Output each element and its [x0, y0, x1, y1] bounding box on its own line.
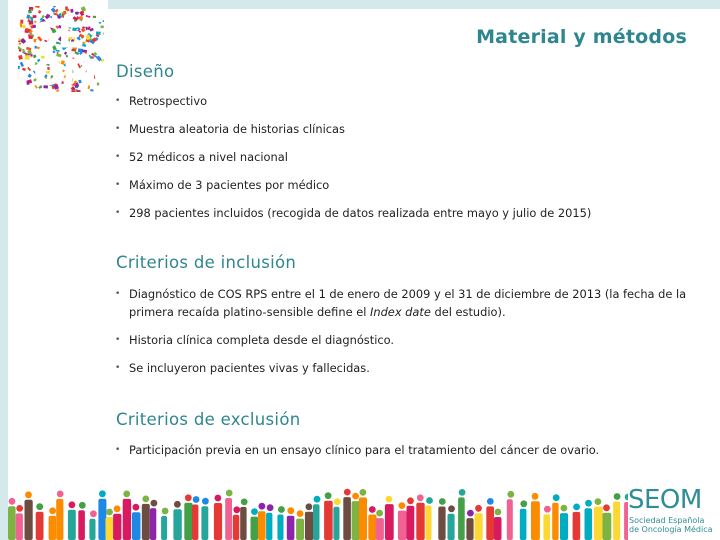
crowd-figure-head: [417, 494, 424, 501]
crowd-figure-body: [531, 501, 540, 540]
crowd-figure-head: [106, 509, 113, 516]
crowd-figure-body: [240, 507, 246, 540]
bullet-icon: •: [115, 445, 121, 455]
logo-letters-se: SE: [34, 16, 82, 56]
crowd-figure-head: [369, 506, 376, 513]
bullet-icon: •: [115, 208, 121, 218]
crowd-figure-body: [486, 506, 494, 540]
crowd-figure-head: [573, 504, 580, 511]
crowd-figure-head: [241, 499, 248, 506]
crowd-figure-body: [16, 513, 23, 540]
crowd-figure-body: [426, 506, 432, 540]
logo-confetti-piece: [103, 32, 104, 35]
crowd-figure-head: [9, 498, 16, 505]
crowd-figure-body: [150, 508, 156, 540]
bullet-text: Participación previa en un ensayo clínico para el tratamiento del cáncer de ovario.: [129, 443, 600, 457]
logo-confetti-piece: [18, 42, 21, 45]
logo-confetti-piece: [30, 54, 32, 57]
crowd-figure-head: [16, 505, 23, 512]
crowd-figure-head: [25, 491, 32, 498]
seom-logo-top: [18, 6, 104, 92]
bullet-text-italic: Index date: [370, 305, 431, 319]
crowd-figure-head: [376, 510, 383, 517]
crowd-figure-body: [573, 512, 581, 540]
crowd-figure-head: [553, 494, 560, 501]
crowd-figure-body: [201, 506, 208, 540]
crowd-figure-head: [507, 491, 514, 498]
crowd-figure-head: [36, 503, 43, 510]
bullet-icon: •: [115, 96, 121, 106]
crowd-figure-body: [333, 507, 339, 540]
crowd-figure-head: [614, 493, 621, 500]
bullet-text: 52 médicos a nivel nacional: [129, 150, 288, 164]
crowd-figure-body: [448, 514, 455, 540]
crowd-figure-body: [113, 514, 121, 540]
crowd-figure-head: [459, 489, 466, 496]
crowd-figure-body: [585, 508, 593, 540]
list-item: [115, 176, 705, 194]
crowd-figure-body: [98, 499, 106, 540]
crowd-figure-head: [585, 500, 592, 507]
crowd-figure-head: [386, 496, 393, 503]
crowd-figure-body: [552, 503, 558, 540]
crowd-figure-head: [495, 509, 502, 516]
crowd-figure-head: [439, 498, 446, 505]
crowd-figure-body: [251, 517, 259, 540]
crowd-figure-body: [376, 518, 384, 540]
list-item: [115, 92, 705, 110]
logo-confetti-piece: [19, 49, 22, 51]
crowd-figure-head: [467, 510, 474, 517]
bullet-icon: •: [115, 335, 121, 345]
crowd-figure-body: [466, 518, 473, 540]
crowd-figure-head: [278, 506, 285, 513]
list-item: [115, 359, 705, 377]
logo-confetti-piece: [70, 9, 73, 13]
crowd-figure-body: [78, 510, 85, 540]
logo-confetti-piece: [20, 38, 26, 44]
crowd-figure-body: [416, 503, 424, 540]
brand-wordmark: SEOM: [628, 485, 702, 515]
crowd-figure-body: [507, 499, 513, 540]
logo-confetti-piece: [28, 74, 32, 78]
crowd-figure-head: [544, 506, 551, 513]
crowd-figure-body: [106, 517, 114, 540]
crowd-figure-head: [448, 505, 455, 512]
crowd-figure-body: [560, 513, 568, 540]
crowd-figure-body: [368, 515, 376, 540]
left-frame-bar: [0, 0, 8, 540]
crowd-figure-body: [258, 511, 266, 540]
bullet-icon: •: [115, 289, 121, 299]
logo-confetti-piece: [23, 25, 26, 29]
crowd-figure-body: [266, 513, 272, 540]
crowd-figure-head: [233, 506, 240, 513]
bullet-text: 298 pacientes incluidos (recogida de datos realizada entre mayo y julio de 2015): [129, 206, 592, 220]
logo-confetti-piece: [35, 6, 40, 8]
bullet-list-exclusion: [115, 441, 705, 459]
crowd-figure-head: [407, 497, 414, 504]
logo-confetti-piece: [53, 13, 57, 16]
crowd-figure-head: [174, 501, 181, 508]
crowd-figure-body: [277, 515, 283, 540]
crowd-figure-head: [226, 490, 233, 497]
crowd-figure-head: [90, 510, 97, 517]
bullet-text: Se incluyeron pacientes vivas y fallecidas.: [129, 361, 370, 375]
logo-confetti-piece: [82, 43, 87, 47]
crowd-figure-body: [8, 506, 16, 540]
list-item: [115, 148, 705, 166]
crowd-figure-head: [561, 505, 568, 512]
crowd-figure-head: [595, 498, 602, 505]
crowd-figure-body: [438, 507, 445, 540]
crowd-figure-head: [297, 510, 304, 517]
bullet-list-inclusion: [115, 285, 705, 377]
logo-confetti-piece: [31, 17, 34, 21]
section-heading-diseno: Diseño: [116, 62, 175, 81]
crowd-figure-head: [79, 502, 86, 509]
list-item: [115, 120, 705, 138]
bullet-icon: •: [115, 124, 121, 134]
list-item: [115, 331, 705, 349]
logo-confetti-piece: [22, 68, 26, 71]
crowd-figure-body: [458, 497, 465, 540]
crowd-figure-body: [214, 503, 222, 540]
crowd-figure-head: [334, 498, 341, 505]
crowd-figure-head: [475, 505, 482, 512]
crowd-figure-body: [123, 499, 131, 540]
crowd-figure-head: [114, 505, 121, 512]
crowd-figure-body: [359, 497, 367, 540]
top-frame-bar: [108, 0, 720, 9]
brand-subtitle-line2: de Oncología Médica: [629, 525, 713, 534]
logo-confetti-piece: [18, 66, 20, 70]
crowd-figure-body: [49, 516, 57, 540]
logo-confetti-piece: [103, 20, 104, 22]
crowd-figure-body: [56, 499, 63, 540]
seom-brand-logo: [628, 485, 720, 540]
crowd-figure-head: [520, 500, 527, 507]
crowd-figure-body: [343, 497, 351, 540]
crowd-figure-body: [89, 519, 95, 540]
crowd-figure-head: [49, 507, 56, 514]
crowd-figure-body: [324, 501, 333, 540]
crowd-figure-body: [613, 502, 620, 540]
bullet-text: Retrospectivo: [129, 94, 208, 108]
slide-title: Material y métodos: [476, 26, 687, 48]
crowd-figure-body: [132, 512, 141, 540]
crowd-figure-body: [520, 509, 527, 540]
crowd-figure-head: [193, 496, 200, 503]
crowd-figure-head: [399, 502, 406, 509]
crowd-figure-head: [123, 491, 130, 498]
crowd-figure-head: [142, 496, 149, 503]
brand-subtitle: [629, 516, 720, 534]
crowd-figure-body: [225, 498, 232, 540]
section-heading-exclusion: Criterios de exclusión: [116, 410, 301, 429]
crowd-figure-body: [494, 517, 502, 540]
crowd-figure-head: [215, 495, 222, 502]
logo-confetti-piece: [51, 8, 56, 13]
crowd-figure-body: [36, 512, 44, 540]
logo-confetti-piece: [27, 50, 31, 54]
crowd-figure-body: [296, 519, 304, 540]
brand-subtitle-line1: Sociedad Española: [629, 516, 705, 525]
logo-confetti-piece: [97, 82, 99, 85]
crowd-figure-body: [233, 515, 240, 540]
logo-letters-om: OM: [34, 53, 97, 92]
section-heading-inclusion: Criterios de inclusión: [116, 253, 297, 272]
crowd-figure-head: [259, 503, 266, 510]
bullet-list-diseno: [115, 92, 705, 222]
crowd-figure-head: [251, 508, 258, 515]
crowd-figure-body: [25, 500, 33, 540]
bullet-text: Muestra aleatoria de historias clínicas: [129, 122, 345, 136]
crowd-figure-body: [398, 511, 407, 540]
crowd-figure-head: [185, 494, 192, 501]
crowd-figure-head: [133, 504, 140, 511]
crowd-figure-body: [184, 503, 192, 540]
logo-confetti-piece: [93, 16, 96, 18]
bullet-icon: •: [115, 152, 121, 162]
logo-confetti-piece: [25, 55, 30, 59]
crowd-figure-body: [192, 505, 198, 540]
crowd-figure-body: [385, 504, 394, 540]
logo-confetti-piece: [55, 9, 59, 13]
crowd-figure-body: [287, 516, 295, 540]
logo-confetti-piece: [96, 32, 101, 35]
logo-confetti-piece: [101, 25, 104, 28]
crowd-figure-head: [487, 498, 494, 505]
crowd-figure-body: [603, 513, 612, 540]
bullet-text-after: del estudio).: [430, 305, 506, 319]
bullet-icon: •: [115, 363, 121, 373]
crowd-figure-body: [142, 504, 150, 540]
crowd-figure-head: [69, 501, 76, 508]
logo-confetti-piece: [99, 22, 101, 24]
crowd-illustration: [0, 486, 720, 540]
logo-confetti-piece: [38, 10, 42, 14]
crowd-figure-body: [313, 504, 320, 540]
logo-confetti-piece: [86, 15, 91, 18]
crowd-figure-body: [305, 512, 314, 540]
logo-confetti-piece: [27, 67, 31, 71]
crowd-figure-head: [344, 489, 351, 496]
crowd-figure-body: [68, 510, 76, 540]
crowd-figure-head: [532, 493, 539, 500]
bullet-icon: •: [115, 180, 121, 190]
crowd-figure-body: [594, 507, 603, 540]
logo-confetti-piece: [29, 21, 33, 25]
logo-confetti-piece: [52, 6, 56, 8]
logo-confetti-piece: [20, 62, 24, 67]
crowd-figure-body: [543, 514, 550, 540]
crowd-figure-body: [407, 506, 415, 540]
crowd-figure-body: [475, 513, 483, 540]
bullet-text-before: Diagnóstico de COS RPS entre el 1 de enero de 2009 y el 31 de diciembre de 2013 (la fecha de la primera recaída platino-sensible define el: [129, 287, 687, 319]
crowd-figure-head: [151, 500, 158, 507]
crowd-figure-head: [360, 489, 367, 496]
crowd-figure-head: [57, 491, 64, 498]
logo-confetti-piece: [75, 12, 78, 15]
crowd-figure-head: [314, 496, 321, 503]
logo-confetti-piece: [26, 81, 29, 85]
crowd-figure-head: [352, 493, 359, 500]
crowd-figure-head: [603, 504, 610, 511]
bullet-text: Máximo de 3 pacientes por médico: [129, 178, 330, 192]
logo-confetti-piece: [26, 47, 31, 51]
list-item: [115, 204, 705, 222]
crowd-figure-head: [325, 492, 332, 499]
crowd-figure-head: [287, 507, 294, 514]
crowd-figure-head: [306, 503, 313, 510]
crowd-figure-head: [426, 497, 433, 504]
crowd-figure-head: [202, 498, 209, 505]
bullet-text: Historia clínica completa desde el diagnóstico.: [129, 333, 395, 347]
crowd-figure-head: [99, 490, 106, 497]
crowd-figure-head: [267, 504, 274, 511]
list-item: [115, 285, 705, 321]
crowd-figure-body: [161, 516, 167, 540]
logo-confetti-piece: [18, 55, 23, 60]
list-item: [115, 441, 705, 459]
crowd-figure-body: [173, 509, 181, 540]
crowd-figure-head: [162, 508, 169, 515]
